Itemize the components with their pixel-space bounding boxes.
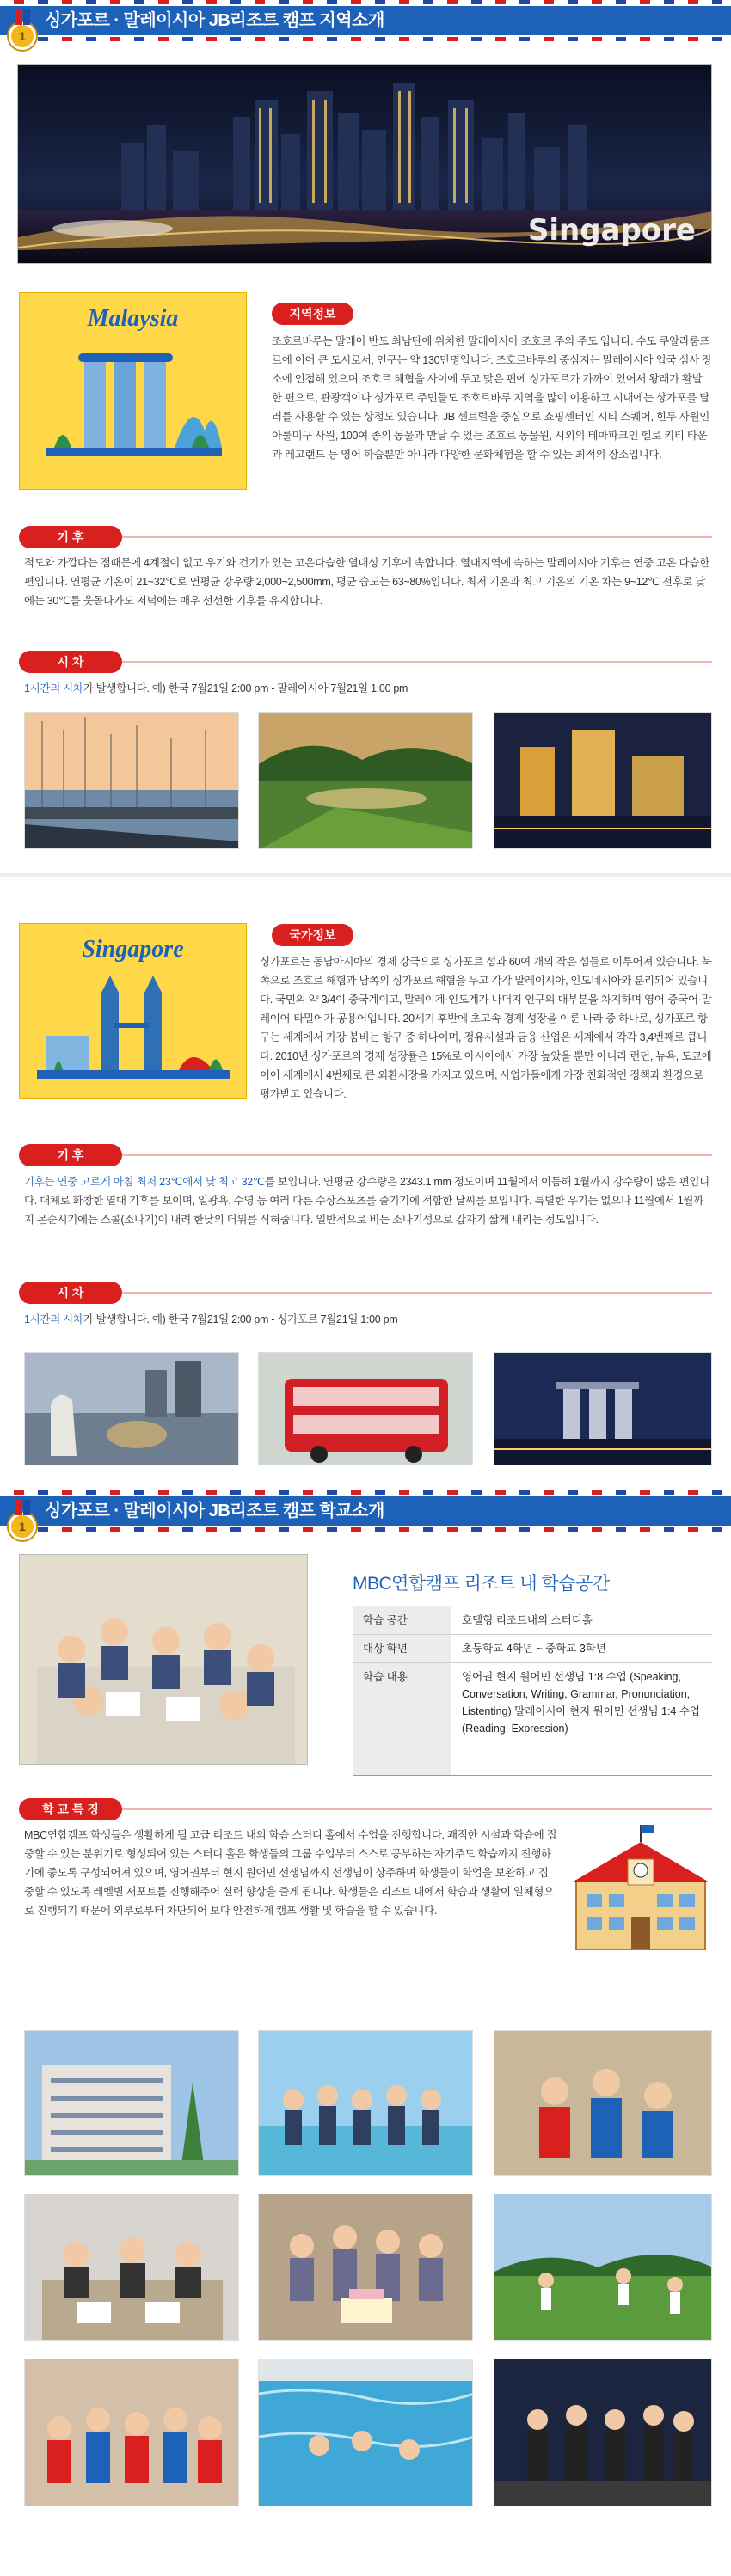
school-photo-activity [494, 2030, 712, 2176]
marina-bay-night-image [494, 1353, 712, 1465]
singapore-photo-marina-bay [494, 1352, 712, 1465]
malaysia-card [19, 292, 247, 490]
sg-climate-highlight: 기후는 연중 고르게 아침 최저 23℃에서 낮 최고 32℃ [24, 1176, 265, 1188]
students-studying-image [20, 1555, 308, 1765]
school-photo-group-pool [258, 2030, 473, 2176]
timezone-detail: 가 발생합니다. 예) 한국 7월21일 2:00 pm - 말레이시아 7월21일 1:00 pm [83, 682, 408, 694]
group-room-image [25, 2359, 239, 2506]
singapore-card-title: Singapore [82, 936, 184, 963]
group-photo-image [259, 2031, 473, 2176]
climate-divider [122, 536, 712, 538]
sg-timezone-detail: 가 발생합니다. 예) 한국 7월21일 2:00 pm - 싱가포르 7월21일 1:00 pm [83, 1313, 398, 1325]
school-building-icon [568, 1820, 714, 1958]
region-info-text: 조호르바루는 말레이 반도 최남단에 위치한 말레이시아 조호르 주의 주도 입니다. 수도 쿠알라룸프르에 이어 큰 도시로서, 인구는 약 130만명입니다. 조호르바루의 중심지는 말레이시아 입국 심사 장소에 인접해 있으며 조호르 해협을 사이에 두고 맞은 편에 싱가포르가 가까이 있어서 왕래가 활발한 편으로, 관광객이나 싱가포르 주민들도 조호르바루 지역을 많이 이용하고 시내에는 상가포를 달러를 사용할 수 있는 상점도 있습니다. JB 센트럴을 중심으로 쇼핑센터인 시티 스퀘어, 힌두 사원인 아룰미구 사원, 100여 종의 동물과 만날 수 있는 조호르 동물원, 시외의 테마파크인 헬로 키티 타운과 레고랜드 등 영어 학습뿐만 아니라 다양한 문화체험을 할 수 있는 최적의 장소입니다. [272, 335, 712, 461]
school-photo-group-room [24, 2359, 239, 2506]
sg-climate-detail: 를 보입니다. 연평균 강수량은 2343.1 mm 정도이며 11월에서 이듬해 1월까지 강수량이 많은 편입니다. 대체로 화창한 열대 기후를 보이며, 일광욕, 수영 등 여러 다른 수상스포츠를 즐기기에 적합한 날씨를 보입니다. 특별한 우기는 없으나 11월에서 1월까지 몬순시기에는 스콜(소나기)이 내려 한낮의 더위를 식혀줍니다. 일반적으로 비는 소나기성으로 갑자기 짧게 내리는 정도입니다. [24, 1176, 710, 1226]
classroom-study-image [25, 2194, 239, 2341]
students-activity-image [494, 2031, 712, 2176]
sg-timezone-divider [122, 1292, 712, 1294]
singapore-photo-merlion [24, 1352, 239, 1465]
table-label-grade: 대상 학년 [353, 1635, 452, 1662]
features-divider [122, 1808, 712, 1810]
school-photo-swimming [258, 2359, 473, 2506]
country-info-text: 싱가포르는 동남아시아의 경제 강국으로 싱가포르 섬과 60여 개의 작은 섬들로 이루어져 있습니다. 북쪽으로 조호르 해협과 남쪽의 싱가포르 해협을 두고 각각 말레이시아, 인도네시아와 분리되어 있습니다. 국민의 약 3/4이 중국계이고, 말레이계·인도계가 나머지 인구의 대부분을 차지하며 영어·중국어·말레이어·타밀어가 공용어입니다. 20세기 후반에 초고속 경제 성장을 이룬 나라 중 하나로, 싱가포르 항구는 세계에서 가장 붐비는 항구 중 하나이며, 정유시설과 금융 산업은 세계에서 각각 3,4번째로 큽니다. 2010년 싱가포르의 경제 성장률은 15%로 아시아에서 가장 높았을 뿐만 아니라 런던, 뉴욕, 도쿄에 이어 세계에서 4번째로 큰 외환시장을 가지고 있으며, 사업가들에게 가장 친화적인 정책과 환경으로 평가받고 있습니다. [260, 956, 712, 1100]
school-features-text: MBC연합캠프 학생들은 생활하게 될 고급 리조트 내의 학습 스터디 홀에서 수업을 진행합니다. 쾌적한 시설과 학습에 집중할 수 있는 분위기로 형성되어 있는 스터디 홀은 학생들의 그룹 수업부터 스스로 공부하는 자기주도 학습까지 진행하기에 좋도록 구성되어져 있으며, 영어권부터 현지 원어민 선생님까지 선생님이 상주하며 학생들이 학업을 보완하고 집중할 수 있도록 레벨별 서포트를 진행해주어 실력 향상을 즐게 됩니다. 학생들은 리조트 내에서 학습과 생활이 일체형으로 진행되기 때문에 외부로부터 차단되어 보다 안전하게 캠프 생활 및 학습을 할 수 있습니다. [24, 1829, 557, 1917]
banner-watermark: Singapore [527, 213, 696, 248]
school-photo-night-group [494, 2359, 712, 2506]
malaysia-photo-night [494, 712, 712, 849]
sg-climate-label: 기 후 [19, 1144, 122, 1166]
resort-building-image [25, 2031, 239, 2176]
school-number-badge: 1 [9, 1513, 36, 1540]
table-value-space: 호텔형 리조트내의 스터디홀 [462, 1614, 593, 1626]
school-photo-party [258, 2194, 473, 2341]
classroom-photo [19, 1554, 308, 1765]
school-features-label: 학 교 특 징 [19, 1798, 122, 1820]
school-header-bar [0, 1495, 731, 1527]
outdoor-sports-image [494, 2194, 712, 2341]
timezone-label: 시 차 [19, 651, 122, 673]
marina-sunset-image [25, 713, 239, 849]
school-photo-class [24, 2194, 239, 2341]
sg-timezone-highlight: 1시간의 시차 [24, 1313, 83, 1325]
sg-climate-text [24, 1172, 712, 1229]
table-value-content: 영어권 현지 원어민 선생님 1:8 수업 (Speaking, Conversation, Writing, Grammar, Pronunciation, Listenting) 말레이시아 현지 원어민 선생님 1:4 수업 (Reading, Expression) [462, 1671, 701, 1735]
section-number-badge: 1 [9, 22, 36, 50]
golf-course-image [259, 713, 473, 849]
table-bottom-line [353, 1775, 712, 1776]
region-info-label: 지역정보 [272, 303, 353, 325]
study-space-heading: MBC연합캠프 리조트 내 학습공간 [353, 1574, 610, 1594]
climate-label: 기 후 [19, 526, 122, 548]
swimming-pool-image [259, 2359, 473, 2506]
sg-timezone-label: 시 차 [19, 1282, 122, 1304]
timezone-divider [122, 661, 712, 663]
section-divider [0, 873, 731, 877]
timezone-highlight: 1시간의 시차 [24, 682, 83, 694]
school-header-band [0, 1490, 731, 1532]
birthday-party-image [259, 2194, 473, 2341]
section-header-bar [0, 4, 731, 37]
country-info-label: 국가정보 [272, 924, 353, 946]
tour-bus-image [259, 1353, 473, 1465]
city-night-image [494, 713, 712, 849]
table-value-grade: 초등학교 4학년 ~ 중학교 3학년 [462, 1643, 606, 1655]
section-title: 싱가포르 · 말레이시아 JB리조트 캠프 지역소개 [45, 11, 384, 30]
table-label-space: 학습 공간 [353, 1606, 452, 1634]
malaysia-landmark-illustration [20, 293, 248, 491]
singapore-photo-bus [258, 1352, 473, 1465]
school-photo-sports [494, 2194, 712, 2341]
night-group-image [494, 2359, 712, 2506]
malaysia-card-title: Malaysia [87, 305, 179, 332]
climate-text: 적도와 가깝다는 점때문에 4계절이 없고 우기와 건기가 있는 고온다습한 열대성 기후에 속합니다. 열대지역에 속하는 말레이시아 기후는 연중 고온 다습한 편입니다. 연평균 기온이 21~32℃로 연평균 강우량 2,000~2,500mm, 평균 습도는 63~80%입니다. 최저 기온과 최고 기온의 기온 차는 9~12℃ 전후로 낮에는 30℃를 웃돌다가도 저녁에는 매우 선선한 기후를 유지합니다. [24, 557, 710, 607]
malaysia-photo-golf [258, 712, 473, 849]
sg-climate-divider [122, 1154, 712, 1156]
merlion-image [25, 1353, 239, 1465]
sg-timezone-text [24, 1310, 712, 1329]
malaysia-photo-marina [24, 712, 239, 849]
singapore-landmark-illustration [20, 924, 248, 1100]
timezone-text [24, 679, 712, 698]
singapore-card [19, 923, 247, 1099]
section-header-band [0, 0, 731, 41]
table-label-content: 학습 내용 [353, 1663, 452, 1775]
school-photo-resort [24, 2030, 239, 2176]
singapore-night-banner [17, 64, 712, 264]
school-section-title: 싱가포르 · 말레이시아 JB리조트 캠프 학교소개 [45, 1502, 384, 1521]
